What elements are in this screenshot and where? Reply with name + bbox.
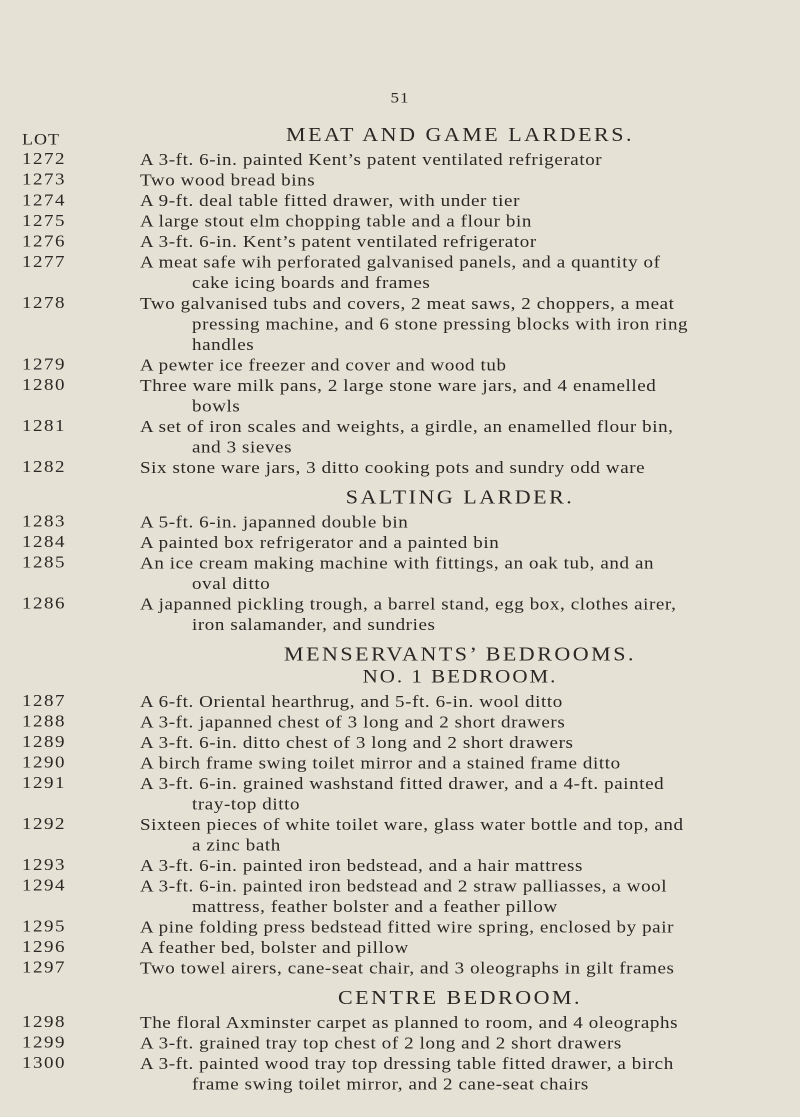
lot-description — [140, 1054, 790, 1095]
section-heading: SALTING LARDER. — [345, 485, 575, 508]
description-line: Two wood bread bins — [140, 171, 316, 191]
description-line: tray-top ditto — [192, 795, 301, 814]
section-subheading: NO. 1 BEDROOM. — [362, 665, 558, 688]
lot-number: 1285 — [22, 553, 66, 573]
lot-number: 1296 — [22, 937, 66, 957]
lot-number: 1292 — [22, 814, 66, 834]
lot-number: 1273 — [22, 170, 66, 190]
lot-description — [140, 876, 790, 917]
lot-description — [140, 458, 790, 479]
description-line: A large stout elm chopping table and a flour bin — [140, 212, 533, 232]
lot-number: 1294 — [22, 876, 66, 896]
lot-description — [140, 958, 790, 979]
description-line: A 3-ft. 6-in. painted iron bedstead and 2 straw palliasses, a wool — [140, 877, 668, 896]
lot-description — [140, 294, 790, 356]
lot-number: 1289 — [22, 732, 66, 752]
description-line: oval ditto — [192, 574, 271, 594]
section-heading: MEAT AND GAME LARDERS. — [286, 123, 634, 146]
description-line: handles — [192, 335, 255, 355]
lot-description — [140, 774, 790, 815]
lot-number: 1287 — [22, 691, 66, 711]
lot-number: 1293 — [22, 855, 66, 875]
lot-number: 1276 — [22, 232, 66, 251]
description-line: A 3-ft. japanned chest of 3 long and 2 short drawers — [140, 713, 566, 732]
description-line: Sixteen pieces of white toilet ware, glass water bottle and top, and — [140, 815, 684, 835]
lot-number: 1298 — [22, 1012, 66, 1032]
lot-number: 1290 — [22, 753, 66, 772]
lot-number: 1280 — [22, 375, 66, 395]
lot-description — [140, 815, 790, 856]
description-line: pressing machine, and 6 stone pressing blocks with iron ring — [192, 315, 689, 334]
lot-description — [140, 733, 790, 754]
lot-number: 1278 — [22, 293, 66, 313]
description-line: An ice cream making machine with fittings, an oak tub, and an — [140, 554, 655, 573]
lot-number: 1288 — [22, 712, 66, 731]
description-line: A 3-ft. grained tray top chest of 2 long and 2 short drawers — [140, 1034, 622, 1054]
lot-description — [140, 150, 790, 171]
lot-description — [140, 417, 790, 458]
lot-number: 1286 — [22, 594, 66, 614]
lot-description — [140, 355, 790, 376]
description-line: iron salamander, and sundries — [192, 615, 436, 635]
description-line: A 5-ft. 6-in. japanned double bin — [140, 513, 409, 532]
lot-number: 1277 — [22, 252, 66, 272]
description-line: A painted box refrigerator and a painted bin — [140, 533, 500, 553]
description-line: Three ware milk pans, 2 large stone ware jars, and 4 enamelled — [140, 376, 657, 396]
description-line: A birch frame swing toilet mirror and a stained frame ditto — [140, 754, 621, 773]
description-line: The floral Axminster carpet as planned to room, and 4 oleographs — [140, 1013, 679, 1033]
description-line: Two towel airers, cane-seat chair, and 3 oleographs in gilt frames — [140, 959, 675, 979]
lot-description — [140, 191, 790, 212]
description-line: A japanned pickling trough, a barrel stand, egg box, clothes airer, — [140, 595, 677, 614]
lot-number: 1291 — [22, 773, 66, 793]
lot-number: 1295 — [22, 917, 66, 937]
description-line: A 6-ft. Oriental hearthrug, and 5-ft. 6-in. wool ditto — [140, 692, 563, 712]
lot-description — [140, 211, 790, 232]
lot-number: 1279 — [22, 355, 66, 374]
lot-description — [140, 1033, 790, 1054]
lot-description — [140, 856, 790, 877]
section-heading: MENSERVANTS’ BEDROOMS. — [284, 642, 636, 665]
lot-description — [140, 753, 790, 774]
lot-description — [140, 170, 790, 191]
lot-description — [140, 553, 790, 594]
description-line: A 3-ft. 6-in. painted iron bedstead, and a hair mattress — [140, 856, 584, 876]
lot-description — [140, 376, 790, 417]
lot-number: 1281 — [22, 416, 66, 436]
lot-description — [140, 594, 790, 635]
lot-description — [140, 692, 790, 713]
lot-column-header: LOT — [22, 130, 60, 149]
lot-number: 1274 — [22, 190, 66, 210]
description-line: A feather bed, bolster and pillow — [140, 938, 409, 958]
lot-number: 1300 — [22, 1053, 66, 1073]
lot-number: 1283 — [22, 512, 66, 531]
description-line: A 3-ft. painted wood tray top dressing table fitted drawer, a birch — [140, 1054, 674, 1074]
description-line: A set of iron scales and weights, a girdle, an enamelled flour bin, — [140, 417, 674, 437]
lot-number: 1275 — [22, 211, 66, 231]
description-line: A 9-ft. deal table fitted drawer, with under tier — [140, 191, 521, 211]
description-line: A meat safe wih perforated galvanised panels, and a quantity of — [140, 253, 661, 273]
description-line: A 3-ft. 6-in. grained washstand fitted drawer, and a 4-ft. painted — [140, 774, 665, 794]
lot-number: 1282 — [22, 457, 66, 477]
description-line: Two galvanised tubs and covers, 2 meat saws, 2 choppers, a meat — [140, 294, 675, 314]
description-line: bowls — [192, 397, 241, 416]
description-line: A 3-ft. 6-in. ditto chest of 3 long and 2 short drawers — [140, 733, 574, 753]
lot-description — [140, 1013, 790, 1034]
lot-description — [140, 712, 790, 733]
lot-description — [140, 533, 790, 554]
description-line: and 3 sieves — [192, 438, 293, 457]
description-line: A 3-ft. 6-in. painted Kent’s patent ventilated refrigerator — [140, 150, 603, 170]
description-line: frame swing toilet mirror, and 2 cane-seat chairs — [192, 1075, 589, 1095]
lot-number: 1272 — [22, 149, 66, 169]
description-line: cake icing boards and frames — [192, 273, 431, 293]
lot-description — [140, 253, 790, 294]
section-heading: CENTRE BEDROOM. — [337, 986, 583, 1009]
lot-description — [140, 917, 790, 938]
description-line: A pine folding press bedstead fitted wire spring, enclosed by pair — [140, 918, 675, 938]
page-number: 51 — [390, 89, 410, 107]
lot-description — [140, 938, 790, 959]
description-line: mattress, feather bolster and a feather pillow — [192, 897, 558, 917]
description-line: A pewter ice freezer and cover and wood tub — [140, 356, 507, 375]
description-line: A 3-ft. 6-in. Kent’s patent ventilated refrigerator — [140, 232, 537, 252]
lot-description — [140, 232, 790, 253]
description-line: Six stone ware jars, 3 ditto cooking pots and sundry odd ware — [140, 458, 646, 478]
lot-description — [140, 512, 790, 533]
lot-number: 1299 — [22, 1033, 66, 1053]
lot-number: 1284 — [22, 532, 66, 552]
lot-number: 1297 — [22, 958, 66, 978]
description-line: a zinc bath — [192, 836, 281, 855]
